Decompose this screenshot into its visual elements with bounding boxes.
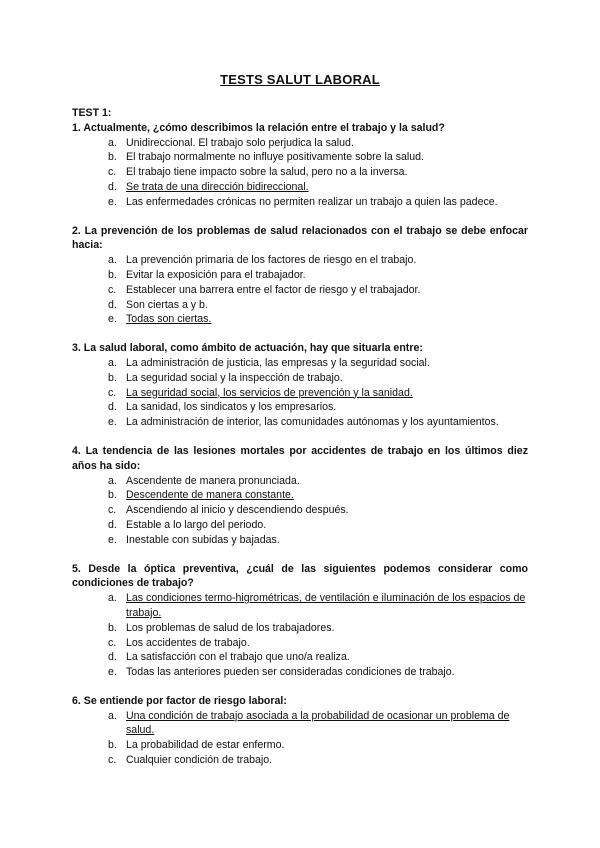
option-text: Establecer una barrera entre el factor de riesgo y el trabajador. <box>126 283 421 296</box>
option-letter: b. <box>108 268 117 281</box>
option-text: La prevención primaria de los factores de riesgo en el trabajo. <box>126 254 417 267</box>
option-letter: d. <box>108 401 117 414</box>
answer-options <box>72 356 528 430</box>
option-letter: a. <box>108 709 117 722</box>
option-letter: b. <box>108 621 117 634</box>
option-text-correct: Una condición de trabajo asociada a la probabilidad de ocasionar un problema de salud. <box>126 709 510 737</box>
question-text: 1. Actualmente, ¿cómo describimos la relación entre el trabajo y la salud? <box>72 121 445 134</box>
answer-options <box>72 591 528 680</box>
answer-options <box>72 253 528 327</box>
answer-option <box>108 518 528 533</box>
question-5 <box>72 562 528 680</box>
question-text: 6. Se entiende por factor de riesgo laboral: <box>72 694 287 707</box>
option-text: Todas las anteriores pueden ser consideradas condiciones de trabajo. <box>126 666 455 679</box>
question-2 <box>72 224 528 328</box>
option-letter: a. <box>108 254 117 267</box>
answer-option <box>108 268 528 283</box>
option-letter: a. <box>108 474 117 487</box>
option-text: La satisfacción con el trabajo que uno/a realiza. <box>126 651 350 664</box>
answer-option-correct <box>108 386 528 401</box>
question-1 <box>72 121 528 210</box>
option-text: Los accidentes de trabajo. <box>126 636 250 649</box>
option-text: Evitar la exposición para el trabajador. <box>126 268 306 281</box>
answer-option <box>108 356 528 371</box>
answer-option <box>108 665 528 680</box>
answer-option <box>108 650 528 665</box>
document-body <box>72 106 528 768</box>
option-text: El trabajo tiene impacto sobre la salud, pero no a la inversa. <box>126 166 408 179</box>
option-text: El trabajo normalmente no influye positivamente sobre la salud. <box>126 151 424 164</box>
option-text: Estable a lo largo del periodo. <box>126 518 267 531</box>
option-letter: e. <box>108 313 117 326</box>
answer-option <box>108 400 528 415</box>
answer-option <box>108 298 528 313</box>
answer-option-correct <box>108 180 528 195</box>
answer-option <box>108 283 528 298</box>
option-text: La administración de justicia, las empresas y la seguridad social. <box>126 356 430 369</box>
option-text: Inestable con subidas y bajadas. <box>126 533 280 546</box>
question-3 <box>72 341 528 430</box>
option-text-correct: Descendente de manera constante. <box>126 489 294 502</box>
answer-option-correct <box>108 312 528 327</box>
answer-option <box>108 415 528 430</box>
option-text-correct: La seguridad social, los servicios de prevención y la sanidad. <box>126 386 413 399</box>
option-letter: a. <box>108 356 117 369</box>
option-letter: e. <box>108 416 117 429</box>
option-text: Son ciertas a y b. <box>126 298 208 311</box>
option-letter: e. <box>108 195 117 208</box>
option-letter: b. <box>108 739 117 752</box>
option-letter: c. <box>108 283 117 296</box>
option-letter: e. <box>108 533 117 546</box>
answer-option <box>108 738 528 753</box>
option-letter: b. <box>108 371 117 384</box>
answer-option <box>108 150 528 165</box>
answer-option <box>108 136 528 151</box>
answer-option <box>108 371 528 386</box>
option-text-correct: Las condiciones termo-higrométricas, de ventilación e iluminación de los espacios de trabajo. <box>126 592 526 619</box>
answer-option-correct <box>108 488 528 503</box>
answer-option <box>108 195 528 210</box>
test-label: TEST 1: <box>72 107 112 119</box>
answer-option <box>108 533 528 548</box>
option-letter: d. <box>108 180 117 193</box>
option-letter: c. <box>108 504 117 517</box>
option-text: Unidireccional. El trabajo solo perjudica la salud. <box>126 136 354 149</box>
option-letter: a. <box>108 592 117 605</box>
answer-option <box>108 253 528 268</box>
document-title: TESTS SALUT LABORAL <box>220 72 380 87</box>
option-text: Ascendente de manera pronunciada. <box>126 474 300 487</box>
answer-options <box>72 474 528 548</box>
question-text: 2. La prevención de los problemas de salud relacionados con el trabajo se debe enfocar hacia: <box>72 224 528 252</box>
question-text: 3. La salud laboral, como ámbito de actuación, hay que situarla entre: <box>72 342 423 355</box>
option-text: Los problemas de salud de los trabajadores. <box>126 621 335 634</box>
answer-option-correct <box>108 709 528 739</box>
option-text-correct: Todas son ciertas. <box>126 313 212 326</box>
option-letter: d. <box>108 518 117 531</box>
option-letter: b. <box>108 489 117 502</box>
option-letter: d. <box>108 298 117 311</box>
option-letter: c. <box>108 386 117 399</box>
option-text-correct: Se trata de una dirección bidireccional. <box>126 180 309 193</box>
option-letter: c. <box>108 166 117 179</box>
answer-option <box>108 636 528 651</box>
option-text: La seguridad social y la inspección de trabajo. <box>126 371 343 384</box>
option-letter: e. <box>108 666 117 679</box>
option-letter: b. <box>108 151 117 164</box>
option-text: La sanidad, los sindicatos y los empresarios. <box>126 401 337 414</box>
option-text: Ascendiendo al inicio y descendiendo después. <box>126 504 349 517</box>
option-text: Las enfermedades crónicas no permiten realizar un trabajo a quien las padece. <box>126 195 498 208</box>
answer-option-correct <box>108 591 528 621</box>
answer-option <box>108 503 528 518</box>
answer-option <box>108 165 528 180</box>
question-text: 4. La tendencia de las lesiones mortales por accidentes de trabajo en los últimos diez años ha sido: <box>72 444 528 472</box>
option-text: La administración de interior, las comunidades autónomas y los ayuntamientos. <box>126 416 499 429</box>
answer-option <box>108 753 528 768</box>
answer-option <box>108 621 528 636</box>
option-letter: c. <box>108 754 117 767</box>
option-text: La probabilidad de estar enfermo. <box>126 739 285 752</box>
answer-options <box>72 709 528 768</box>
answer-option <box>108 474 528 489</box>
option-letter: c. <box>108 636 117 649</box>
question-6 <box>72 694 528 768</box>
option-letter: d. <box>108 651 117 664</box>
option-text: Cualquier condición de trabajo. <box>126 754 273 767</box>
option-letter: a. <box>108 136 117 149</box>
answer-options <box>72 136 528 210</box>
question-4 <box>72 444 528 548</box>
question-text: 5. Desde la óptica preventiva, ¿cuál de las siguientes podemos considerar como condiciones de trabajo? <box>72 562 528 590</box>
